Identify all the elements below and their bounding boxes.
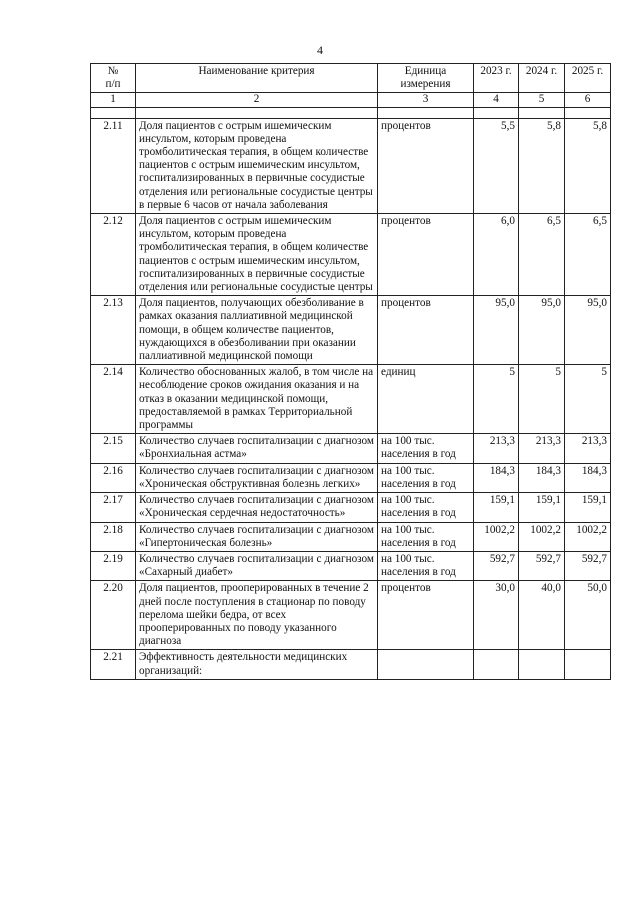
value-2024: 159,1 [519, 493, 565, 522]
value-2024: 95,0 [519, 296, 565, 365]
row-number: 2.18 [91, 522, 136, 551]
table-row [91, 650, 611, 679]
value-2025: 50,0 [565, 581, 611, 650]
criterion-name: Количество обоснованных жалоб, в том числе на несоблюдение сроков ожидания оказания и на отказ в оказании медицинской помощи, предоставляемой в рамках Территориальной программы [136, 365, 378, 434]
spacer-cell [474, 107, 519, 118]
value-2023: 592,7 [474, 551, 519, 580]
column-index: 6 [565, 93, 611, 107]
row-number: 2.12 [91, 214, 136, 296]
criterion-name: Количество случаев госпитализации с диагнозом «Гипертоническая болезнь» [136, 522, 378, 551]
column-index: 3 [378, 93, 474, 107]
col-header-number [91, 64, 136, 93]
row-number: 2.11 [91, 118, 136, 213]
value-2023: 1002,2 [474, 522, 519, 551]
unit-of-measure: процентов [378, 581, 474, 650]
value-2025: 6,5 [565, 214, 611, 296]
criterion-name: Количество случаев госпитализации с диагнозом «Бронхиальная астма» [136, 434, 378, 463]
unit-of-measure: на 100 тыс. населения в год [378, 493, 474, 522]
value-2024: 5 [519, 365, 565, 434]
unit-of-measure: на 100 тыс. населения в год [378, 434, 474, 463]
value-2024 [519, 650, 565, 679]
col-header-unit [378, 64, 474, 93]
unit-of-measure: единиц [378, 365, 474, 434]
row-number: 2.20 [91, 581, 136, 650]
value-2024: 5,8 [519, 118, 565, 213]
table-row [91, 522, 611, 551]
spacer-cell [519, 107, 565, 118]
table-row [91, 296, 611, 365]
row-number: 2.14 [91, 365, 136, 434]
col-header-name [136, 64, 378, 93]
column-index: 1 [91, 93, 136, 107]
unit-of-measure: на 100 тыс. населения в год [378, 522, 474, 551]
col-header-line: Наименование критерия [198, 65, 315, 77]
header-row [91, 64, 611, 93]
value-2025: 592,7 [565, 551, 611, 580]
table-row [91, 365, 611, 434]
row-number: 2.13 [91, 296, 136, 365]
criterion-name: Доля пациентов, прооперированных в течение 2 дней после поступления в стационар по поводу перелома шейки бедра, от всех прооперированных по поводу указанного диагноза [136, 581, 378, 650]
value-2025: 159,1 [565, 493, 611, 522]
unit-of-measure: процентов [378, 296, 474, 365]
unit-of-measure [378, 650, 474, 679]
table-row [91, 434, 611, 463]
unit-of-measure: на 100 тыс. населения в год [378, 463, 474, 492]
column-index: 2 [136, 93, 378, 107]
column-index: 4 [474, 93, 519, 107]
spacer-cell [91, 107, 136, 118]
col-header-2024 [519, 64, 565, 93]
criterion-name: Количество случаев госпитализации с диагнозом «Хроническая обструктивная болезнь легких» [136, 463, 378, 492]
table-row [91, 463, 611, 492]
value-2025 [565, 650, 611, 679]
value-2025: 1002,2 [565, 522, 611, 551]
col-header-line: Единица [404, 65, 447, 77]
value-2024: 40,0 [519, 581, 565, 650]
value-2024: 592,7 [519, 551, 565, 580]
unit-of-measure: процентов [378, 118, 474, 213]
row-number: 2.17 [91, 493, 136, 522]
value-2023: 5 [474, 365, 519, 434]
value-2025: 5,8 [565, 118, 611, 213]
col-header-line: 2025 г. [571, 65, 604, 77]
value-2023: 159,1 [474, 493, 519, 522]
value-2025: 95,0 [565, 296, 611, 365]
criterion-name: Доля пациентов с острым ишемическим инсультом, которым проведена тромболитическая терапия, в общем количестве пациентов с острым ишемическим инсультом, госпитализированных в первичные сосудистые отделения или региональные сосудистые центры [136, 214, 378, 296]
col-header-line: измерения [400, 78, 451, 91]
value-2025: 213,3 [565, 434, 611, 463]
row-number: 2.16 [91, 463, 136, 492]
spacer-cell [136, 107, 378, 118]
col-header-line: № [107, 65, 119, 77]
col-header-line: 2024 г. [525, 65, 558, 77]
unit-of-measure: на 100 тыс. населения в год [378, 551, 474, 580]
value-2025: 184,3 [565, 463, 611, 492]
spacer-cell [565, 107, 611, 118]
value-2023: 184,3 [474, 463, 519, 492]
spacer-row [91, 107, 611, 118]
row-number: 2.15 [91, 434, 136, 463]
value-2023: 213,3 [474, 434, 519, 463]
value-2024: 6,5 [519, 214, 565, 296]
value-2024: 213,3 [519, 434, 565, 463]
table-row [91, 493, 611, 522]
value-2023 [474, 650, 519, 679]
table-row [91, 214, 611, 296]
criterion-name: Эффективность деятельности медицинских организаций: [136, 650, 378, 679]
value-2023: 5,5 [474, 118, 519, 213]
criterion-name: Доля пациентов, получающих обезболивание в рамках оказания паллиативной медицинской помощи, в общем количестве пациентов, нуждающихся в обезболивании при оказании паллиативной медицинской помощи [136, 296, 378, 365]
table-row [91, 551, 611, 580]
value-2024: 184,3 [519, 463, 565, 492]
spacer-cell [378, 107, 474, 118]
row-number: 2.19 [91, 551, 136, 580]
page-number: 4 [317, 43, 323, 57]
col-header-line: п/п [105, 78, 121, 91]
value-2023: 95,0 [474, 296, 519, 365]
criteria-table [90, 63, 611, 680]
criteria-rows [91, 118, 611, 679]
col-header-2023 [474, 64, 519, 93]
col-header-line: 2023 г. [480, 65, 512, 77]
criterion-name: Количество случаев госпитализации с диагнозом «Сахарный диабет» [136, 551, 378, 580]
value-2023: 6,0 [474, 214, 519, 296]
value-2025: 5 [565, 365, 611, 434]
criterion-name: Количество случаев госпитализации с диагнозом «Хроническая сердечная недостаточность» [136, 493, 378, 522]
criterion-name: Доля пациентов с острым ишемическим инсультом, которым проведена тромболитическая терапия, в общем количестве пациентов с острым ишемическим инсультом, госпитализированных в первичные сосудистые отделения или региональные сосудистые центры в первые 6 часов от начала заболевания [136, 118, 378, 213]
table-row [91, 581, 611, 650]
unit-of-measure: процентов [378, 214, 474, 296]
table-row [91, 118, 611, 213]
value-2024: 1002,2 [519, 522, 565, 551]
column-index: 5 [519, 93, 565, 107]
value-2023: 30,0 [474, 581, 519, 650]
column-index-row [91, 93, 611, 107]
col-header-2025 [565, 64, 611, 93]
row-number: 2.21 [91, 650, 136, 679]
